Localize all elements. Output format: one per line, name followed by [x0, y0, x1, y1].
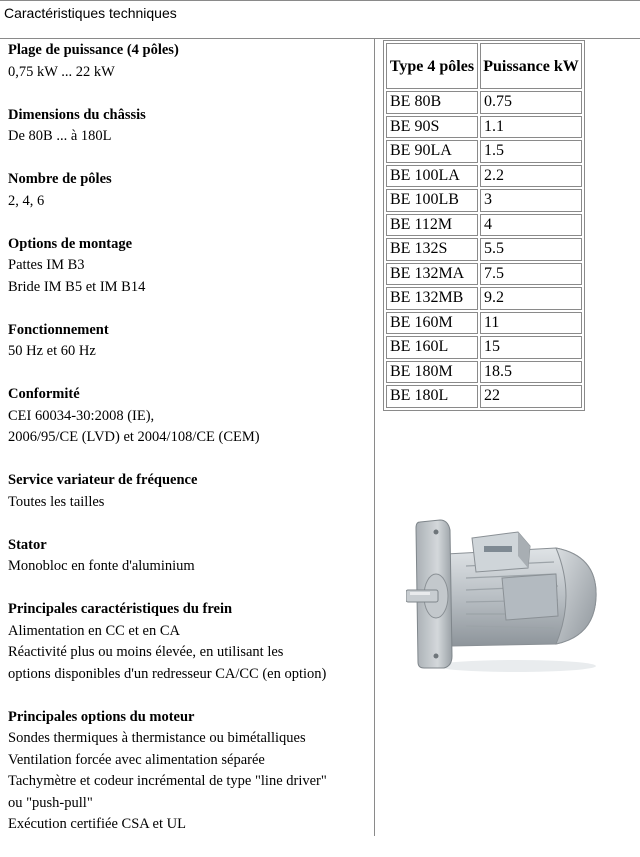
power-cell: 4 [480, 214, 582, 237]
column-header-type: Type 4 pôles [386, 43, 478, 89]
motor-type-cell: BE 132S [386, 238, 478, 261]
header-divider [0, 38, 640, 39]
spec-value: Ventilation forcée avec alimentation séparée [8, 751, 265, 768]
spec-value: Exécution certifiée CSA et UL [8, 816, 186, 832]
table-row [386, 214, 582, 237]
power-cell: 1.1 [480, 116, 582, 139]
spec-section [8, 320, 370, 363]
power-cell: 5.5 [480, 238, 582, 261]
spec-value: ou "push-pull" [8, 794, 93, 811]
spec-value: CEI 60034-30:2008 (IE), [8, 407, 155, 424]
motor-type-cell: BE 90S [386, 116, 478, 139]
spec-value: Alimentation en CC et en CA [8, 622, 180, 639]
power-table [383, 40, 585, 411]
power-cell: 7.5 [480, 263, 582, 286]
motor-type-cell: BE 100LB [386, 189, 478, 212]
motor-type-cell: BE 90LA [386, 140, 478, 163]
spec-title: Nombre de pôles [8, 171, 112, 187]
table-row [386, 312, 582, 335]
table-row [386, 336, 582, 359]
table-row [386, 165, 582, 188]
power-cell: 18.5 [480, 361, 582, 384]
motor-type-cell: BE 112M [386, 214, 478, 237]
spec-value: 2006/95/CE (LVD) et 2004/108/CE (CEM) [8, 429, 260, 445]
spec-value: options disponibles d'un redresseur CA/CC (en option) [8, 665, 327, 682]
table-row [386, 91, 582, 114]
table-row [386, 189, 582, 212]
spec-value: 2, 4, 6 [8, 192, 45, 209]
spec-value: Pattes IM B3 [8, 257, 85, 273]
spec-section [8, 707, 370, 836]
table-row [386, 140, 582, 163]
brake-motor-image [406, 516, 602, 674]
power-cell: 15 [480, 336, 582, 359]
table-row [386, 361, 582, 384]
spec-value: Réactivité plus ou moins élevée, en utilisant les [8, 644, 284, 660]
motor-type-cell: BE 180L [386, 385, 478, 408]
power-cell: 1.5 [480, 140, 582, 163]
power-cell: 9.2 [480, 287, 582, 310]
spec-section [8, 535, 370, 578]
column-divider [374, 38, 375, 836]
specifications-column [8, 40, 370, 857]
spec-section [8, 470, 370, 513]
spec-title: Principales caractéristiques du frein [8, 601, 233, 617]
spec-section [8, 105, 370, 148]
spec-title: Principales options du moteur [8, 708, 195, 725]
spec-title: Service variateur de fréquence [8, 472, 198, 488]
spec-value: Toutes les tailles [8, 493, 105, 510]
table-row [386, 116, 582, 139]
page-header [0, 0, 640, 28]
table-row [386, 263, 582, 286]
motor-type-cell: BE 132MA [386, 263, 478, 286]
motor-type-cell: BE 132MB [386, 287, 478, 310]
spec-title: Conformité [8, 386, 80, 402]
column-header-power: Puissance kW [480, 43, 582, 89]
spec-title: Fonctionnement [8, 321, 109, 338]
spec-section [8, 599, 370, 685]
motor-type-cell: BE 100LA [386, 165, 478, 188]
spec-title: Stator [8, 536, 47, 553]
motor-type-cell: BE 180M [386, 361, 478, 384]
spec-title: Plage de puissance (4 pôles) [8, 42, 179, 58]
spec-value: 50 Hz et 60 Hz [8, 343, 96, 359]
spec-value: 0,75 kW ... 22 kW [8, 63, 115, 80]
table-row [386, 287, 582, 310]
spec-value: Monobloc en fonte d'aluminium [8, 558, 195, 574]
motor-type-cell: BE 160L [386, 336, 478, 359]
power-cell: 22 [480, 385, 582, 408]
power-cell: 3 [480, 189, 582, 212]
table-row [386, 385, 582, 408]
spec-section [8, 384, 370, 449]
spec-section [8, 169, 370, 212]
spec-title: Options de montage [8, 235, 133, 252]
table-header-row [386, 43, 582, 89]
power-cell: 2.2 [480, 165, 582, 188]
spec-value: Tachymètre et codeur incrémental de type "line driver" [8, 773, 327, 789]
table-row [386, 238, 582, 261]
spec-section [8, 234, 370, 299]
header-title: Caractéristiques techniques [4, 5, 177, 21]
spec-value: Bride IM B5 et IM B14 [8, 278, 146, 295]
power-cell: 0.75 [480, 91, 582, 114]
spec-title: Dimensions du châssis [8, 106, 146, 123]
table-body [386, 91, 582, 408]
spec-section [8, 40, 370, 83]
spec-value: De 80B ... à 180L [8, 128, 112, 144]
spec-value: Sondes thermiques à thermistance ou bimétalliques [8, 730, 306, 746]
motor-type-cell: BE 80B [386, 91, 478, 114]
power-cell: 11 [480, 312, 582, 335]
motor-type-cell: BE 160M [386, 312, 478, 335]
